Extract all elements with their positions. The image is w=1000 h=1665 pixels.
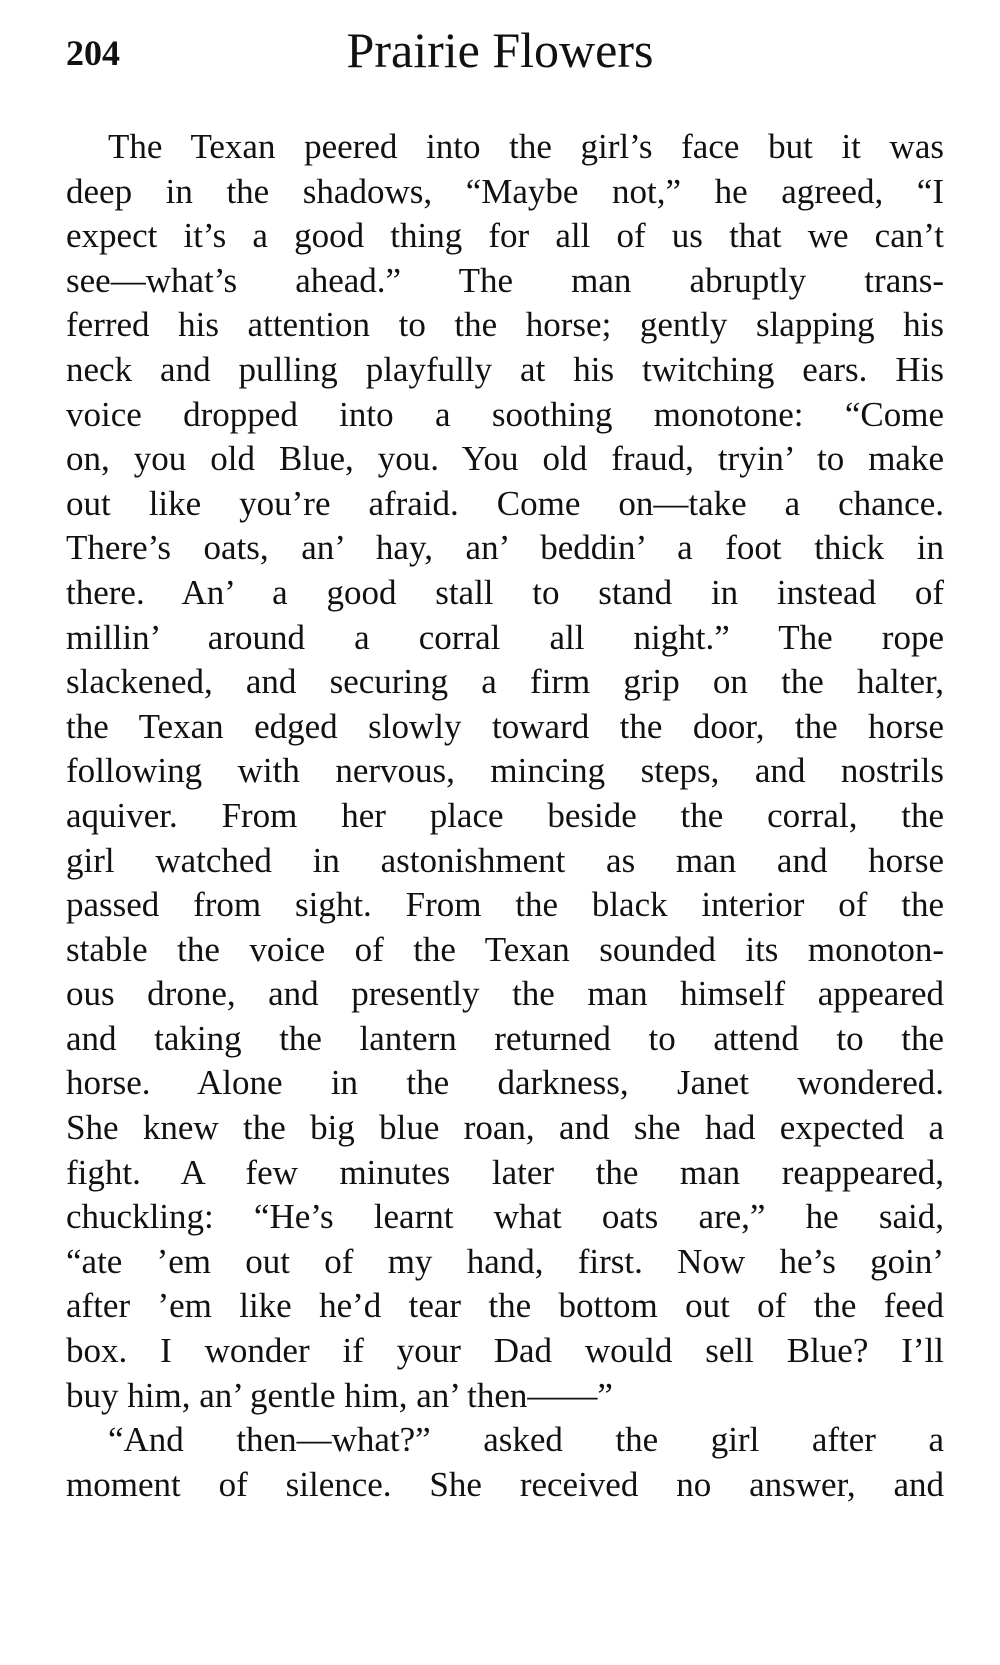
text-line: the Texan edged slowly toward the door, the horse	[66, 706, 944, 746]
body-text	[66, 125, 944, 1507]
running-title: Prairie Flowers	[346, 22, 654, 78]
text-line: and taking the lantern returned to attend to the	[66, 1018, 944, 1058]
text-line: there. An’ a good stall to stand in instead of	[66, 572, 944, 612]
text-line: chuckling: “He’s learnt what oats are,” he said,	[66, 1197, 944, 1237]
text-line: out like you’re afraid. Come on—take a chance.	[66, 483, 944, 523]
text-line: ous drone, and presently the man himself appeared	[66, 974, 944, 1014]
text-line: The Texan peered into the girl’s face but it was	[108, 127, 944, 166]
text-line: girl watched in astonishment as man and horse	[66, 840, 944, 880]
text-line: She knew the big blue roan, and she had expected a	[66, 1108, 944, 1148]
text-line: aquiver. From her place beside the corral, the	[66, 795, 944, 835]
text-line: stable the voice of the Texan sounded its monoton-	[66, 929, 944, 969]
text-line: following with nervous, mincing steps, and nostrils	[66, 751, 944, 791]
text-line: millin’ around a corral all night.” The rope	[66, 617, 944, 657]
text-line: see—what’s ahead.” The man abruptly trans-	[66, 260, 944, 300]
text-line: “And then—what?” asked the girl after a	[108, 1420, 944, 1460]
text-line: ferred his attention to the horse; gently slapping his	[66, 305, 944, 345]
text-line: on, you old Blue, you. You old fraud, tryin’ to make	[66, 439, 944, 479]
text-line: deep in the shadows, “Maybe not,” he agreed, “I	[66, 171, 944, 211]
text-line: moment of silence. She received no answer, and	[66, 1464, 944, 1504]
text-line: horse. Alone in the darkness, Janet wondered.	[66, 1063, 944, 1103]
page-number: 204	[66, 33, 120, 73]
text-line: box. I wonder if your Dad would sell Blue? I’ll	[66, 1331, 944, 1371]
text-line: fight. A few minutes later the man reappeared,	[66, 1152, 944, 1192]
text-line: slackened, and securing a firm grip on the halter,	[66, 662, 944, 702]
text-line: expect it’s a good thing for all of us that we can’t	[66, 216, 944, 256]
text-line: after ’em like he’d tear the bottom out of the feed	[66, 1286, 944, 1326]
text-line: voice dropped into a soothing monotone: “Come	[66, 394, 944, 434]
text-line: buy him, an’ gentle him, an’ then——”	[66, 1375, 613, 1415]
text-line: neck and pulling playfully at his twitching ears. His	[66, 349, 944, 389]
text-line: passed from sight. From the black interior of the	[66, 885, 944, 925]
text-line: There’s oats, an’ hay, an’ beddin’ a foot thick in	[66, 528, 944, 568]
text-line: “ate ’em out of my hand, first. Now he’s goin’	[66, 1241, 944, 1281]
page-header	[0, 14, 1000, 84]
